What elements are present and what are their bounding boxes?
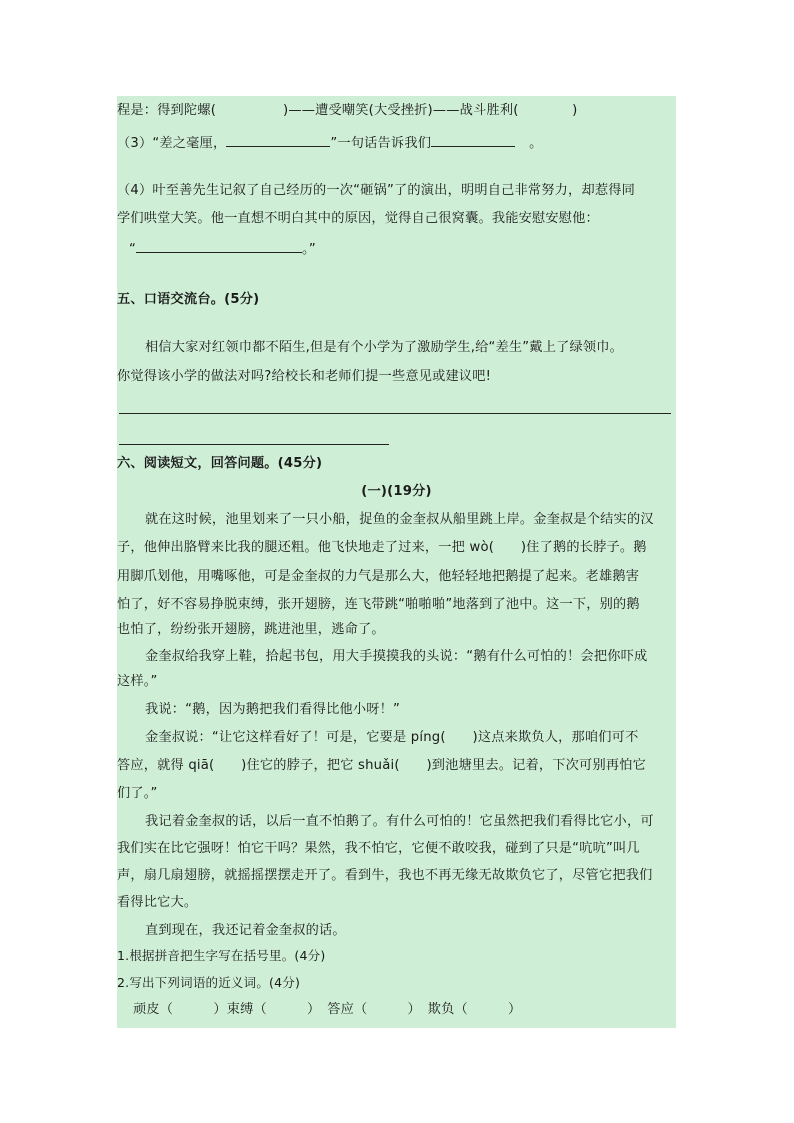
open-quote: “ <box>129 242 137 257</box>
question-2: 2.写出下列词语的近义词。(4分) <box>117 975 301 990</box>
passage-line: 用脚爪划他，用嘴啄他，可是金奎叔的力气是那么大，他轻轻地把鹅提了起来。老雄鹅害 <box>117 569 640 584</box>
passage-line: 答应，就得 qiā( )住它的脖子，把它 shuǎi( )到池塘里去。记着，下次可别再怕它 <box>117 758 646 773</box>
answer-blank[interactable] <box>136 238 302 253</box>
answer-line[interactable] <box>119 444 389 445</box>
passage-line: 们了。” <box>117 786 158 801</box>
line-question-4: （4）叶至善先生记叙了自己经历的一次“砸锅”了的演出，明明自己非常努力，却惹得同 <box>117 183 635 198</box>
passage-line: 我说：“鹅，因为鹅把我们看得比他小呀！” <box>145 702 401 717</box>
answer-blank[interactable] <box>226 132 330 147</box>
line-question-4-cont: 学们哄堂大笑。他一直想不明白其中的原因，觉得自己很窝囊。我能安慰安慰他： <box>117 211 599 226</box>
answer-blank[interactable] <box>431 132 515 147</box>
q3-middle: ”一句话告诉我们 <box>330 136 432 151</box>
section-5-heading: 五、口语交流台。(5分) <box>117 292 260 307</box>
section-5-paragraph-cont: 你觉得该小学的做法对吗?给校长和老师们提一些意见或建议吧! <box>117 369 492 384</box>
passage-line: 怕了，好不容易挣脱束缚，张开翅膀，连飞带跳“啪啪啪”地落到了池中。这一下，别的鹅 <box>117 597 640 612</box>
passage-line: 也怕了，纷纷张开翅膀，跳进池里，逃命了。 <box>117 622 385 637</box>
worksheet-page <box>117 96 676 1028</box>
passage-line: 就在这时候，池里划来了一只小船，捉鱼的金奎叔从船里跳上岸。金奎叔是个结实的汉 <box>145 512 654 527</box>
passage-line: 声，扇几扇翅膀，就摇摇摆摆走开了。看到牛，我也不再无缘无故欺负它了，尽管它把我们 <box>117 868 653 883</box>
passage-line: 子，他伸出胳臂来比我的腿还粗。他飞快地走了过来，一把 wò( )住了鹅的长脖子。鹅 <box>117 540 647 555</box>
question-1: 1.根据拼音把生字写在括号里。(4分) <box>117 948 326 963</box>
passage-line: 我们实在比它强呀！怕它干吗？果然，我不怕它，它便不敢咬我，碰到了只是“吭吭”叫几 <box>117 841 640 856</box>
line-question-3 <box>117 132 676 154</box>
passage-line: 这样。” <box>117 674 158 689</box>
close-quote: 。” <box>302 242 316 257</box>
passage-line: 看得比它大。 <box>117 895 198 910</box>
line-question-4-answer <box>117 238 676 260</box>
answer-line[interactable] <box>119 413 671 414</box>
section-6-heading: 六、阅读短文，回答问题。(45分) <box>117 456 323 471</box>
q3-suffix: 。 <box>529 136 543 151</box>
passage-line: 我记着金奎叔的话，以后一直不怕鹅了。有什么可怕的！它虽然把我们看得比它小，可 <box>145 814 654 829</box>
passage-subheading: (一)(19分) <box>361 484 432 499</box>
question-2-items[interactable]: 顽皮（ ）束缚（ ） 答应（ ） 欺负（ ） <box>133 1002 522 1017</box>
passage-line: 金奎叔给我穿上鞋，拾起书包，用大手摸摸我的头说：“鹅有什么可怕的！会把你吓成 <box>145 649 648 664</box>
section-5-paragraph: 相信大家对红领巾都不陌生,但是有个小学为了激励学生,给“差生”戴上了绿领巾。 <box>145 340 624 355</box>
passage-line: 直到现在，我还记着金奎叔的话。 <box>145 923 346 938</box>
q3-prefix: （3）“差之毫厘， <box>117 136 227 151</box>
passage-line: 金奎叔说：“让它这样看好了！可是，它要是 píng( )这点来欺负人，那咱们可不 <box>145 730 639 745</box>
line-process: 程是：得到陀螺( )——遭受嘲笑(大受挫折)——战斗胜利( ) <box>117 103 578 118</box>
